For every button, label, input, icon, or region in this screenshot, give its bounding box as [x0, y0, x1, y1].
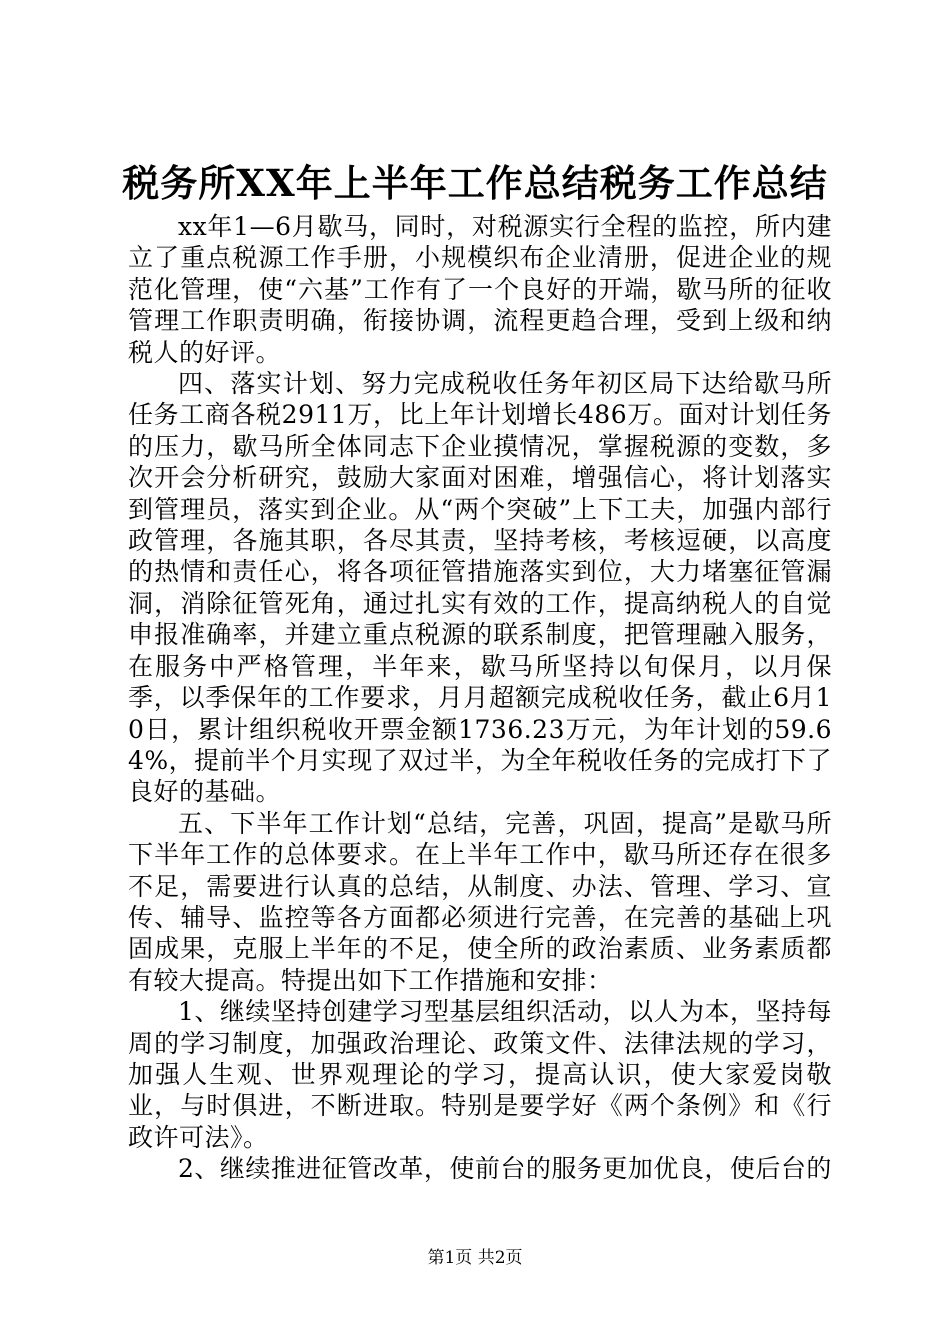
- paragraph-section-five: 五、下半年工作计划“总结，完善，巩固，提高”是歇马所下半年工作的总体要求。在上半年工作中，歇马所还存在很多不足，需要进行认真的总结，从制度、办法、管理、学习、宣传、辅导、监控等各方面都必须进行完善，在完善的基础上巩固成果，克服上半年的不足，使全所的政治素质、业务素质都有较大提高。特提出如下工作措施和安排：: [128, 808, 832, 995]
- paragraph-section-four: 四、落实计划、努力完成税收任务年初区局下达给歇马所任务工商各税2911万，比上年计划增长486万。面对计划任务的压力，歇马所全体同志下企业摸情况，掌握税源的变数，多次开会分析研究，鼓励大家面对困难，增强信心，将计划落实到管理员，落实到企业。从“两个突破”上下工夫，加强内部行政管理，各施其职，各尽其责，坚持考核，考核逗硬，以高度的热情和责任心，将各项征管措施落实到位，大力堵塞征管漏洞，消除征管死角，通过扎实有效的工作，提高纳税人的自觉申报准确率，并建立重点税源的联系制度，把管理融入服务，在服务中严格管理，半年来，歇马所坚持以旬保月，以月保季，以季保年的工作要求，月月超额完成税收任务，截止6月10日，累计组织税收开票金额1736.23万元，为年计划的59.64%，提前半个月实现了双过半，为全年税收任务的完成打下了良好的基础。: [128, 369, 832, 807]
- paragraph-item-one: 1、继续坚持创建学习型基层组织活动，以人为本，坚持每周的学习制度，加强政治理论、政策文件、法律法规的学习，加强人生观、世界观理论的学习，提高认识，使大家爱岗敬业，与时俱进，不断进取。特别是要学好《两个条例》和《行政许可法》。: [128, 997, 832, 1152]
- document-body: [128, 211, 832, 1185]
- paragraph-intro: xx年1—6月歇马，同时，对税源实行全程的监控，所内建立了重点税源工作手册，小规模织布企业清册，促进企业的规范化管理，使“六基”工作有了一个良好的开端，歇马所的征收管理工作职责明确，衔接协调，流程更趋合理，受到上级和纳税人的好评。: [128, 212, 832, 367]
- paragraph-item-two: 2、继续推进征管改革，使前台的服务更加优良，使后台的: [178, 1154, 832, 1184]
- page-title: 税务所XX年上半年工作总结税务工作总结: [122, 161, 828, 205]
- page-indicator: 第1页 共2页: [427, 1248, 523, 1268]
